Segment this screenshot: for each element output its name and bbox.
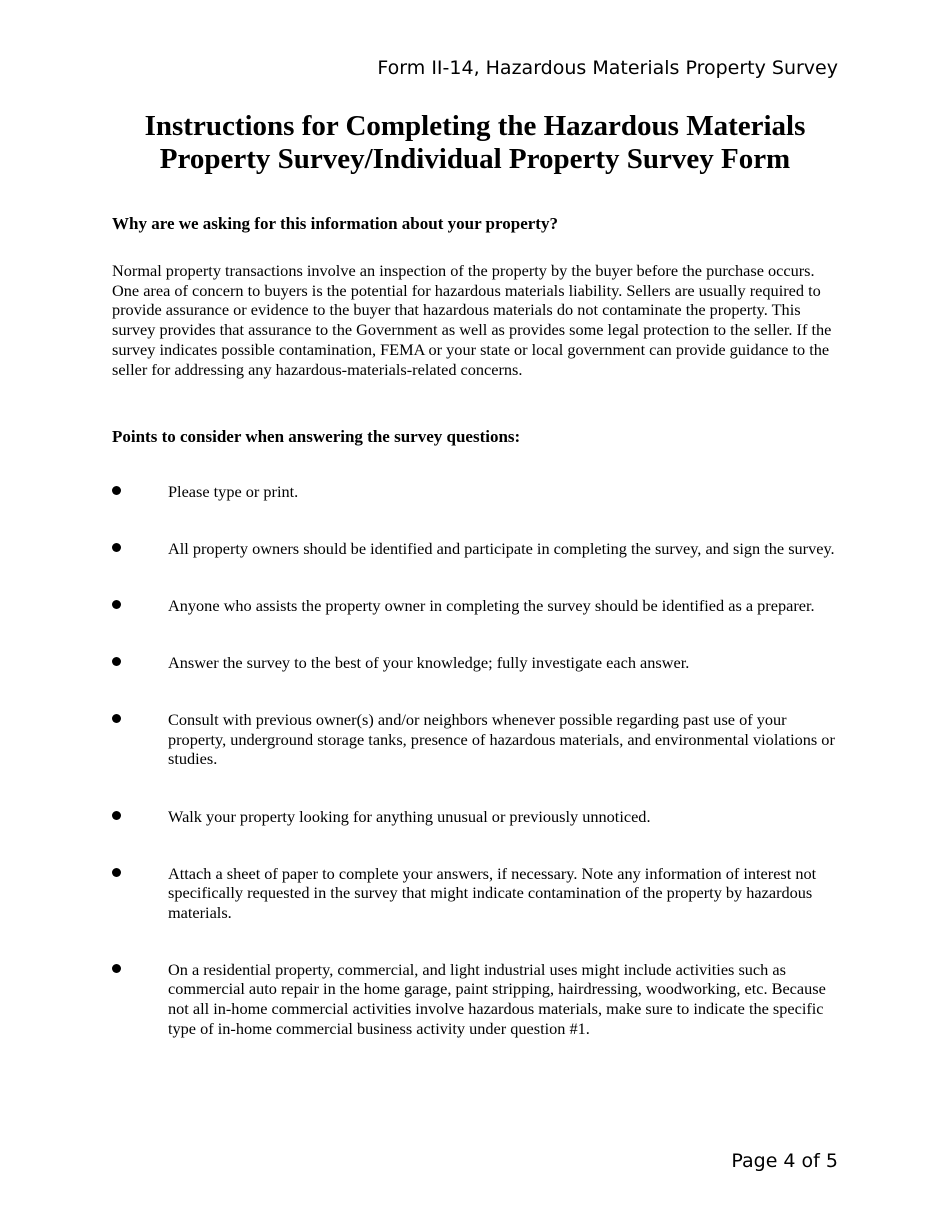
why-asking-heading: Why are we asking for this information about your property? xyxy=(112,214,558,233)
why-asking-paragraph: Normal property transactions involve an inspection of the property by the buyer before the purchase occurs. One area of concern to buyers is the potential for hazardous materials liability. Sellers are usually required to provide assurance or evidence to the buyer that hazardous materials do not contaminate the property. This survey provides that assurance to the Government as well as provides some legal protection to the seller. If the survey indicates possible contamination, FEMA or your state or local government can provide guidance to the seller for addressing any hazardous-materials-related concerns. xyxy=(112,261,832,379)
bullet-icon xyxy=(112,811,121,820)
page-title-line-2: Property Survey/Individual Property Survey Form xyxy=(159,143,791,175)
list-item-text: Anyone who assists the property owner in completing the survey should be identified as a preparer. xyxy=(168,596,815,616)
list-item-text: Walk your property looking for anything unusual or previously unnoticed. xyxy=(168,806,651,826)
page-number: Page 4 of 5 xyxy=(731,1150,838,1172)
list-item-text: Attach a sheet of paper to complete your answers, if necessary. Note any information of interest not specifically requested in the survey that might indicate contamination of the property by hazardous materials. xyxy=(168,863,817,923)
list-item-text: Consult with previous owner(s) and/or neighbors whenever possible regarding past use of your property, underground storage tanks, presence of hazardous materials, and environmental violations or studies. xyxy=(168,709,835,769)
points-to-consider-heading: Points to consider when answering the survey questions: xyxy=(112,427,521,446)
list-item xyxy=(112,539,842,559)
form-header-label: Form II-14, Hazardous Materials Property Survey xyxy=(377,57,838,79)
bullet-icon xyxy=(112,868,121,877)
bullet-icon xyxy=(112,657,121,666)
list-item-text: On a residential property, commercial, and light industrial uses might include activities such as commercial auto repair in the home garage, paint stripping, hairdressing, woodworking, etc. Because not all in-home commercial activities involve hazardous materials, make sure to indicate the specific type of in-home commercial business activity under question #1. xyxy=(168,959,826,1038)
page-title xyxy=(112,110,838,176)
list-item xyxy=(112,653,842,673)
bullet-icon xyxy=(112,714,121,723)
list-item xyxy=(112,710,842,769)
list-item-text: Answer the survey to the best of your knowledge; fully investigate each answer. xyxy=(168,653,690,673)
page-title-line-1: Instructions for Completing the Hazardous Materials xyxy=(144,110,806,142)
list-item-text: All property owners should be identified and participate in completing the survey, and sign the survey. xyxy=(168,538,835,558)
bullet-icon xyxy=(112,964,121,973)
bullet-icon xyxy=(112,600,121,609)
bullet-icon xyxy=(112,543,121,552)
points-list xyxy=(112,482,842,1039)
list-item xyxy=(112,482,842,502)
list-item xyxy=(112,596,842,616)
bullet-icon xyxy=(112,486,121,495)
list-item xyxy=(112,807,842,827)
list-item-text: Please type or print. xyxy=(168,482,299,501)
list-item xyxy=(112,864,842,923)
list-item xyxy=(112,960,842,1039)
